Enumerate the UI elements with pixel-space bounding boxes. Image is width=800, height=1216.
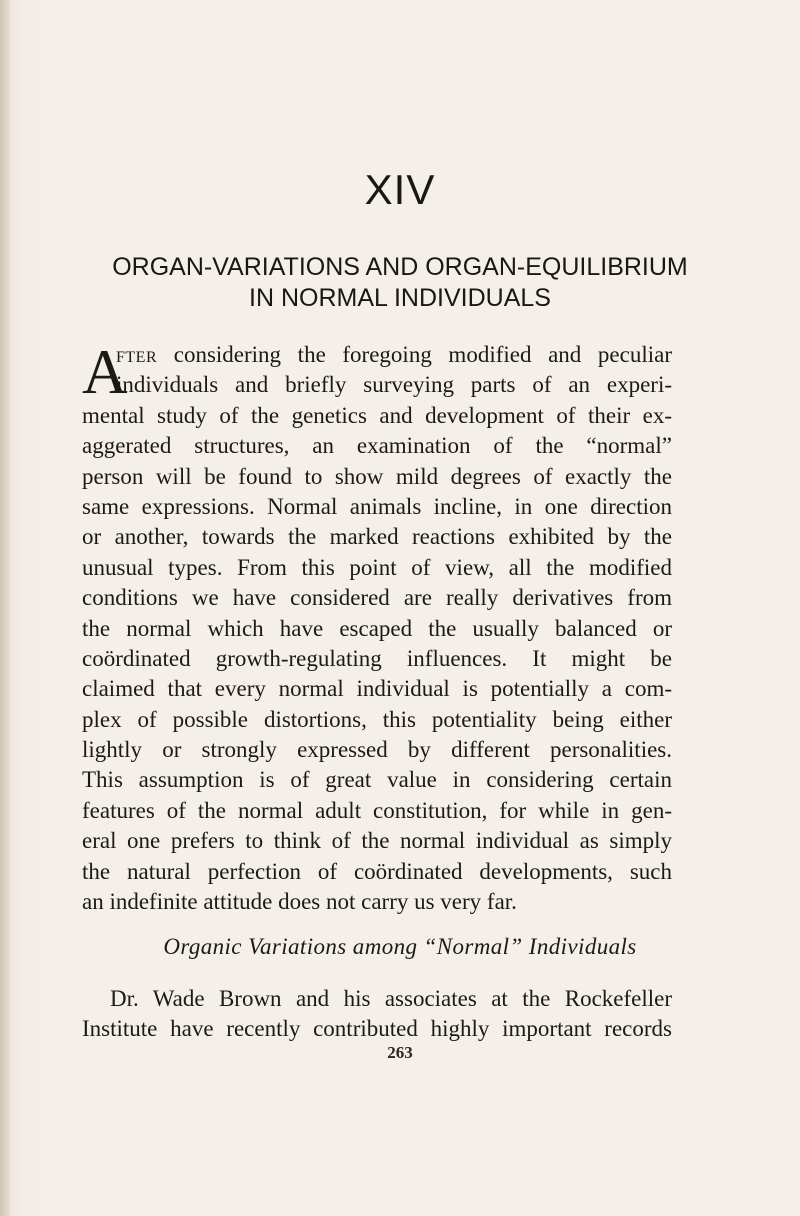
text-line: individuals and briefly surveying parts of an experi-: [116, 372, 672, 398]
text-line: fter considering the foregoing modified and peculiar: [116, 342, 672, 367]
text-line: features of the normal adult constitution, for while in gen-: [82, 797, 672, 823]
text-line: aggerated structures, an examination of the “normal”: [82, 433, 672, 459]
drop-cap-word-rest: fter: [116, 342, 158, 367]
text-line: lightly or strongly expressed by different personalities.: [82, 737, 672, 763]
text-line: unusual types. From this point of view, all the modified: [82, 554, 672, 580]
text-line: eral one prefers to think of the normal individual as simply: [82, 828, 672, 854]
chapter-number: XIV: [364, 166, 436, 213]
text-line: mental study of the genetics and development of their ex-: [82, 402, 672, 428]
text-line: Institute have recently contributed highly important records: [82, 1016, 672, 1042]
text-line: or another, towards the marked reactions exhibited by the: [82, 524, 672, 550]
paragraph-1: [82, 337, 672, 917]
text-line: person will be found to show mild degrees of exactly the: [82, 463, 672, 489]
text-line: coördinated growth-regulating influences. It might be: [82, 645, 672, 671]
chapter-title-line-2: IN NORMAL INDIVIDUALS: [249, 284, 551, 312]
section-heading: Organic Variations among “Normal” Individuals: [163, 934, 637, 959]
text-line: conditions we have considered are really derivatives from: [82, 585, 672, 611]
text-line: same expressions. Normal animals incline, in one direction: [82, 493, 672, 519]
text-line: the natural perfection of coördinated developments, such: [82, 858, 672, 884]
chapter-title: [60, 252, 740, 314]
text-line: This assumption is of great value in considering certain: [82, 767, 672, 793]
text-line: an indefinite attitude does not carry us very far.: [82, 889, 517, 915]
text-line: plex of possible distortions, this potentiality being either: [82, 706, 672, 732]
chapter-title-line-1: ORGAN-VARIATIONS AND ORGAN-EQUILIBRIUM: [112, 253, 688, 281]
drop-cap: A: [82, 337, 128, 407]
text-line: claimed that every normal individual is potentially a com-: [82, 676, 672, 702]
text-line: Dr. Wade Brown and his associates at the Rockefeller: [110, 986, 672, 1011]
text-line: the normal which have escaped the usually balanced or: [82, 615, 672, 641]
paragraph-2: [82, 984, 672, 1045]
page-number: 263: [387, 1043, 413, 1062]
